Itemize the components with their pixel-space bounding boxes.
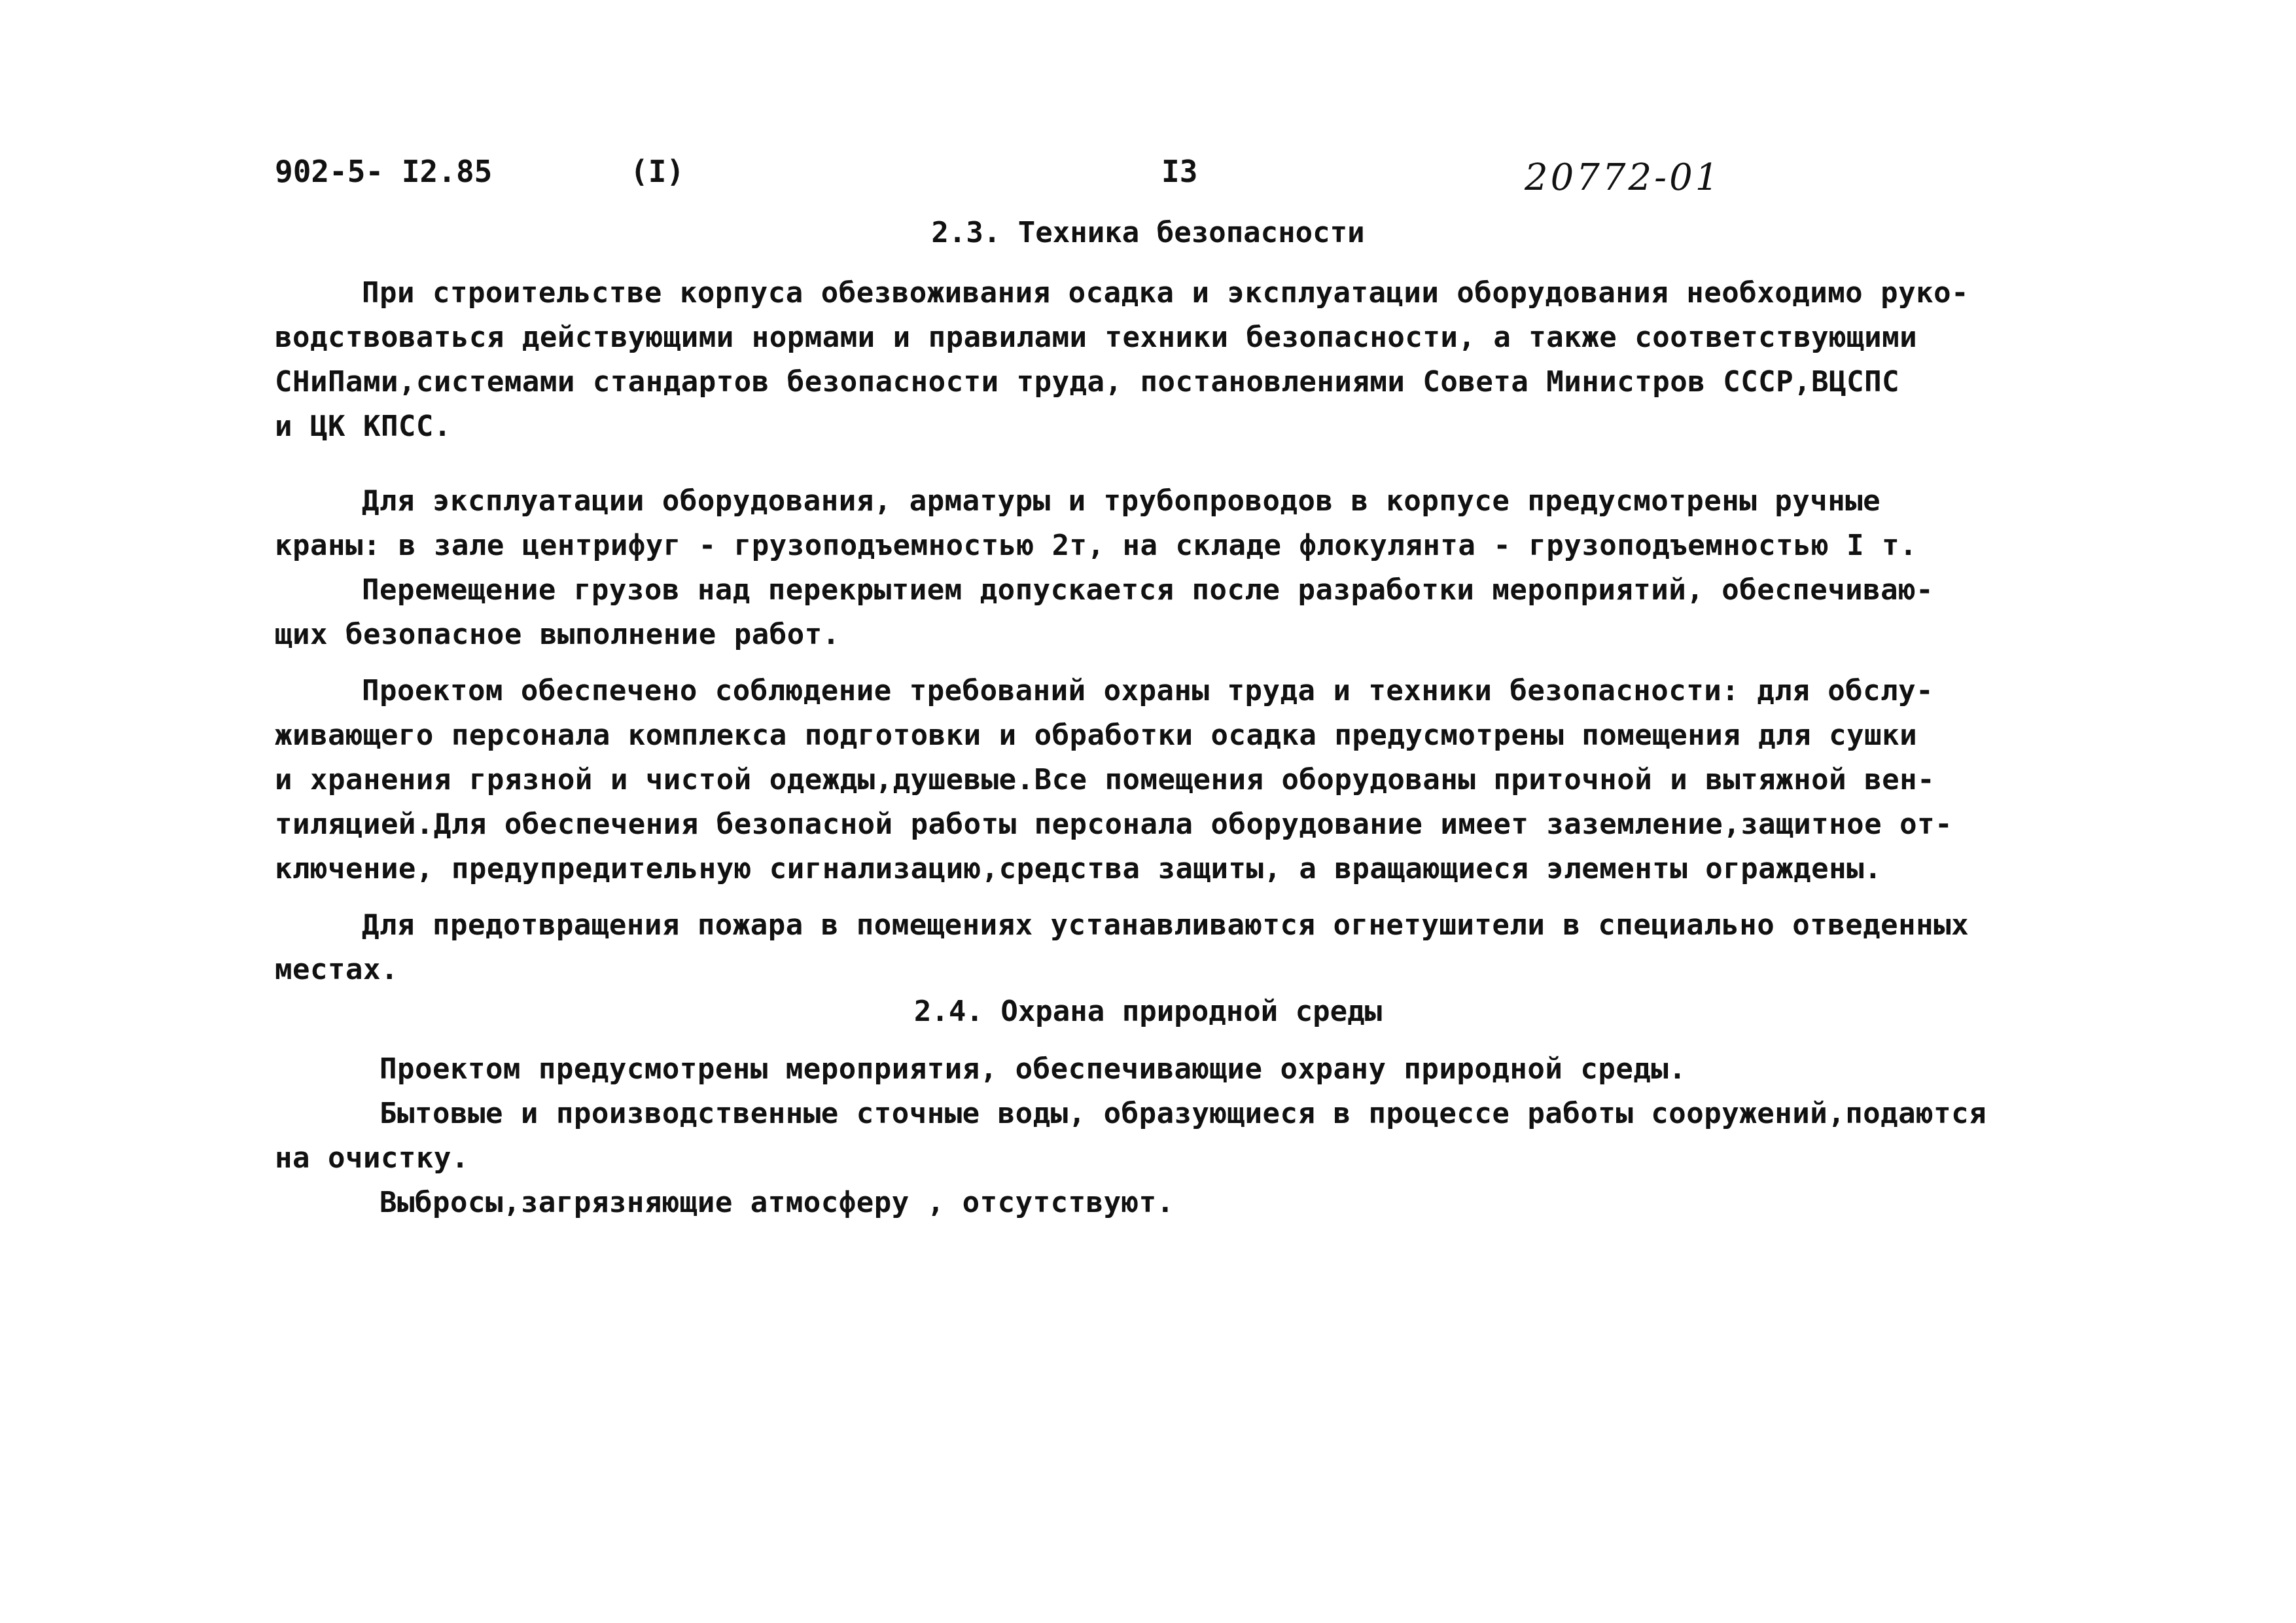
body-line: Перемещение грузов над перекрытием допускается после разработки мероприятий, обеспечиваю- bbox=[362, 573, 1934, 607]
body-line: и ЦК КПСС. bbox=[275, 410, 451, 443]
section-heading-safety: 2.3. Техника безопасности bbox=[931, 216, 1365, 249]
body-line: При строительстве корпуса обезвоживания осадка и эксплуатации оборудования необходимо руко- bbox=[362, 276, 1969, 310]
body-line: Проектом обеспечено соблюдение требований охраны труда и техники безопасности: для обслу- bbox=[362, 674, 1934, 707]
body-line: Проектом предусмотрены мероприятия, обеспечивающие охрану природной среды. bbox=[380, 1052, 1687, 1086]
body-line: краны: в зале центрифуг - грузоподъемностью 2т, на складе флокулянта - грузоподъемностью I т. bbox=[275, 529, 1918, 562]
body-line: тиляцией.Для обеспечения безопасной работы персонала оборудование имеет заземление,защитное от- bbox=[275, 808, 1953, 841]
body-line: живающего персонала комплекса подготовки и обработки осадка предусмотрены помещения для сушки bbox=[275, 719, 1918, 752]
body-line: местах. bbox=[275, 953, 398, 986]
body-line: Для эксплуатации оборудования, арматуры и трубопроводов в корпусе предусмотрены ручные bbox=[362, 484, 1881, 518]
body-line: на очистку. bbox=[275, 1141, 469, 1175]
page-number: I3 bbox=[1161, 154, 1198, 189]
body-line: водствоваться действующими нормами и правилами техники безопасности, а также соответствующими bbox=[275, 321, 1918, 354]
body-line: щих безопасное выполнение работ. bbox=[275, 618, 840, 651]
body-line: Выбросы,загрязняющие атмосферу , отсутствуют. bbox=[380, 1186, 1174, 1219]
body-line: и хранения грязной и чистой одежды,душевые.Все помещения оборудованы приточной и вытяжной вен- bbox=[275, 763, 1935, 796]
body-line: СНиПами,системами стандартов безопасности труда, постановлениями Совета Министров СССР,ВЦСПС bbox=[275, 365, 1900, 399]
body-line: Бытовые и производственные сточные воды, образующиеся в процессе работы сооружений,подаются bbox=[380, 1097, 1987, 1130]
handwritten-archive-number: 20772-01 bbox=[1525, 156, 1722, 199]
section-heading-environment: 2.4. Охрана природной среды bbox=[913, 995, 1383, 1028]
body-line: ключение, предупредительную сигнализацию,средства защиты, а вращающиеся элементы ограждены. bbox=[275, 852, 1882, 885]
part-number: (I) bbox=[630, 154, 685, 189]
body-line: Для предотвращения пожара в помещениях устанавливаются огнетушители в специально отведенных bbox=[362, 908, 1969, 942]
document-code: 902-5- I2.85 bbox=[275, 154, 493, 189]
